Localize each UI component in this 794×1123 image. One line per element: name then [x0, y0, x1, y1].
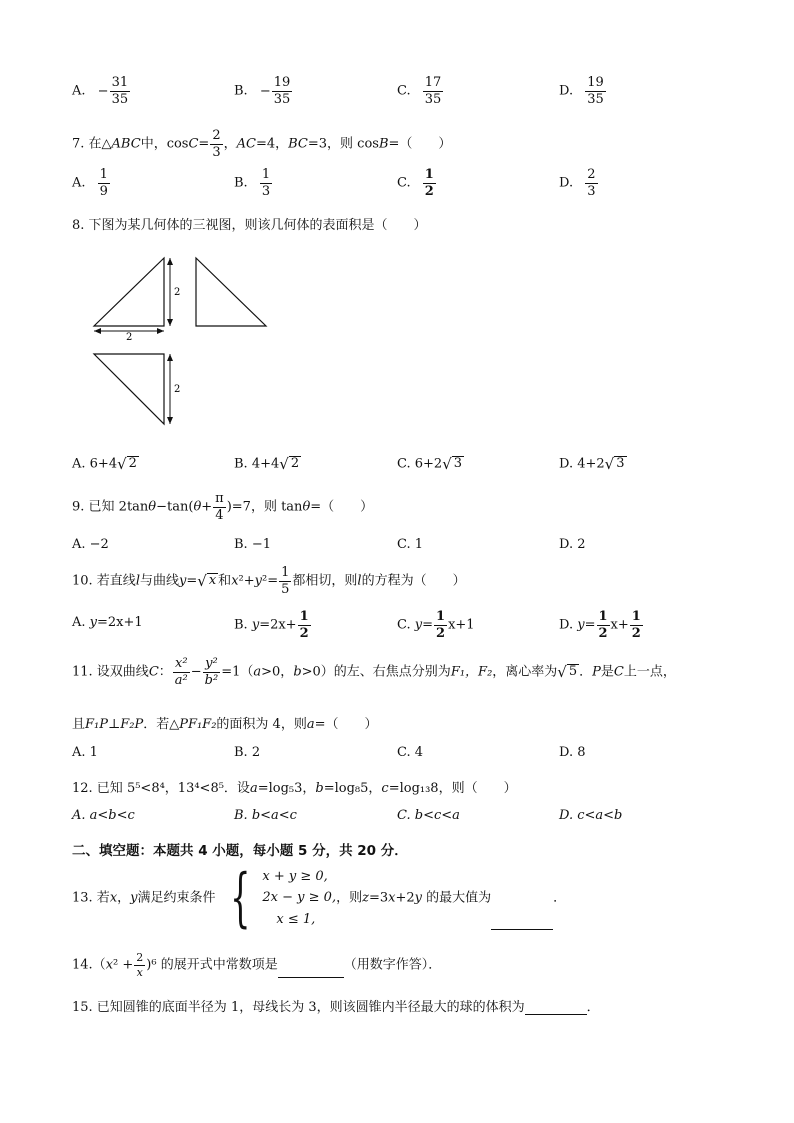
q11-option-c: C. 4: [397, 745, 424, 760]
q13-stem: 13. 若x，y满足约束条件 { x + y ≥ 0, 2x − y ≥ 0, x ≤ 1, ，则z=3x+2y 的最大值为 ．: [72, 861, 567, 935]
fraction: $\frac{17}{35}$: [424, 75, 442, 107]
arrow-down-icon: [167, 319, 173, 326]
q11-stem: 11. 设双曲线C： $\frac{\text{x²}}{\text{a²}}$ − $\frac{\text{y²}}{\text{b²}}$ =1（a>0，b>0）的左、右焦点分别为F₁，F₂，离心率为 √ 5 ．P是C上一点，: [72, 656, 676, 688]
arrow-down-icon: [167, 417, 173, 424]
q11-option-a: A. 1: [72, 745, 98, 760]
dimension-label: 2: [174, 384, 181, 395]
side-view: [196, 258, 266, 326]
q6-option-d: D. $\frac{19}{35}$: [559, 75, 604, 107]
fraction: $\frac{1}{2}$: [299, 609, 309, 641]
q8-option-b: B. 4+4 √ 2: [234, 454, 300, 473]
q11-stem-line2: 且F₁P⊥F₂P．若△PF₁F₂的面积为 4，则a=（ ）: [72, 717, 378, 732]
fraction: $\frac{19}{35}$: [273, 75, 291, 107]
arrow-up-icon: [167, 354, 173, 361]
fraction: $\frac{\pi}{4}$: [215, 491, 224, 523]
q8-option-c: C. 6+2 √ 3: [397, 454, 463, 473]
dimension-label: 2: [174, 287, 181, 298]
q8-stem: 8. 下图为某几何体的三视图，则该几何体的表面积是（ ）: [72, 218, 427, 233]
q9-stem: 9. 已知 2tanθ−tan(θ+ $\frac{\pi}{4}$ )=7，则 tanθ=（ ）: [72, 491, 374, 523]
q11-option-d: D. 8: [559, 745, 586, 760]
q10-stem: 10. 若直线l与曲线y= √ x 和x²+y²= $\frac{1}{5}$ 都相切，则l的方程为（ ）: [72, 565, 466, 597]
q7-option-c: C. $\frac{1}{2}$: [397, 167, 434, 199]
q8-option-a: A. 6+4 √ 2: [72, 454, 137, 473]
q10-option-d: D. y= $\frac{1}{2}$ x+ $\frac{1}{2}$: [559, 609, 641, 641]
fraction: $\frac{1}{9}$: [99, 167, 108, 199]
q6-option-a: A. − $\frac{31}{35}$: [72, 75, 129, 107]
answer-blank[interactable]: [278, 964, 344, 978]
sqrt: √ x: [197, 572, 217, 591]
q10-option-c: C. y= $\frac{1}{2}$ x+1: [397, 609, 475, 641]
q9-option-a: A. −2: [72, 537, 109, 552]
three-view-diagram: [86, 250, 286, 430]
q12-option-b: B. b<a<c: [234, 808, 297, 823]
sqrt: √ 2: [117, 454, 137, 473]
q10-option-b: B. y=2x+ $\frac{1}{2}$: [234, 609, 309, 641]
q14-stem: 14.（x² + $\frac{2}{x}$ )⁶ 的展开式中常数项是 （用数字作答）．: [72, 951, 442, 979]
fraction: $\frac{\text{y²}}{\text{b²}}$: [204, 656, 219, 688]
sqrt: √ 2: [279, 454, 300, 473]
sqrt: √ 3: [442, 454, 463, 473]
arrow-left-icon: [94, 328, 101, 334]
fraction: $\frac{1}{2}$: [631, 609, 641, 641]
q7-stem: 7. 在△ABC中，cosC= $\frac{2}{3}$ ，AC=4，BC=3，则 cosB=（ ）: [72, 128, 452, 160]
fraction: $\frac{19}{35}$: [587, 75, 604, 107]
fraction: $\frac{1}{2}$: [598, 609, 608, 641]
sqrt: √ 3: [604, 454, 625, 473]
q15-stem: 15. 已知圆锥的底面半径为 1，母线长为 3，则该圆锥内半径最大的球的体积为 ．: [72, 1000, 600, 1015]
q7-option-d: D. $\frac{2}{3}$: [559, 167, 596, 199]
dimension-label: 2: [126, 332, 133, 343]
q11-option-b: B. 2: [234, 745, 261, 760]
q9-option-b: B. −1: [234, 537, 271, 552]
q12-option-a: A. a<b<c: [72, 808, 135, 823]
q7-option-b: B. $\frac{1}{3}$: [234, 167, 271, 199]
fraction: $\frac{2}{x}$: [136, 951, 144, 979]
fraction: $\frac{2}{3}$: [587, 167, 596, 199]
front-view: [94, 258, 164, 326]
sqrt: √ 5: [557, 663, 578, 682]
q7-option-a: A. $\frac{1}{9}$: [72, 167, 108, 199]
fraction: $\frac{1}{2}$: [436, 609, 446, 641]
section-heading: 二、填空题：本题共 4 小题，每小题 5 分，共 20 分．: [72, 843, 408, 859]
fraction: $\frac{1}{2}$: [424, 167, 434, 199]
q12-stem: 12. 已知 5⁵<8⁴，13⁴<8⁵．设a=log₅3，b=log₈5，c=log₁₃8，则（ ）: [72, 781, 517, 796]
constraint-system: { x + y ≥ 0, 2x − y ≥ 0, x ≤ 1,: [229, 861, 337, 935]
arrow-right-icon: [157, 328, 164, 334]
fraction: $\frac{2}{3}$: [212, 128, 221, 160]
q6-option-b: B. − $\frac{19}{35}$: [234, 75, 291, 107]
fraction: $\frac{31}{35}$: [111, 75, 129, 107]
top-view: [94, 354, 164, 424]
q8-option-d: D. 4+2 √ 3: [559, 454, 625, 473]
q9-option-d: D. 2: [559, 537, 586, 552]
fraction: $\frac{\text{x²}}{\text{a²}}$: [174, 656, 188, 688]
q10-option-a: A. y=2x+1: [72, 615, 143, 630]
q9-option-c: C. 1: [397, 537, 424, 552]
q12-option-c: C. b<c<a: [397, 808, 460, 823]
fraction: $\frac{1}{5}$: [281, 565, 290, 597]
q12-option-d: D. c<a<b: [559, 808, 623, 823]
fraction: $\frac{1}{3}$: [261, 167, 271, 199]
answer-blank[interactable]: [525, 1001, 587, 1015]
q6-option-c: C. $\frac{17}{35}$: [397, 75, 442, 107]
answer-blank[interactable]: [491, 916, 553, 930]
arrow-up-icon: [167, 258, 173, 265]
